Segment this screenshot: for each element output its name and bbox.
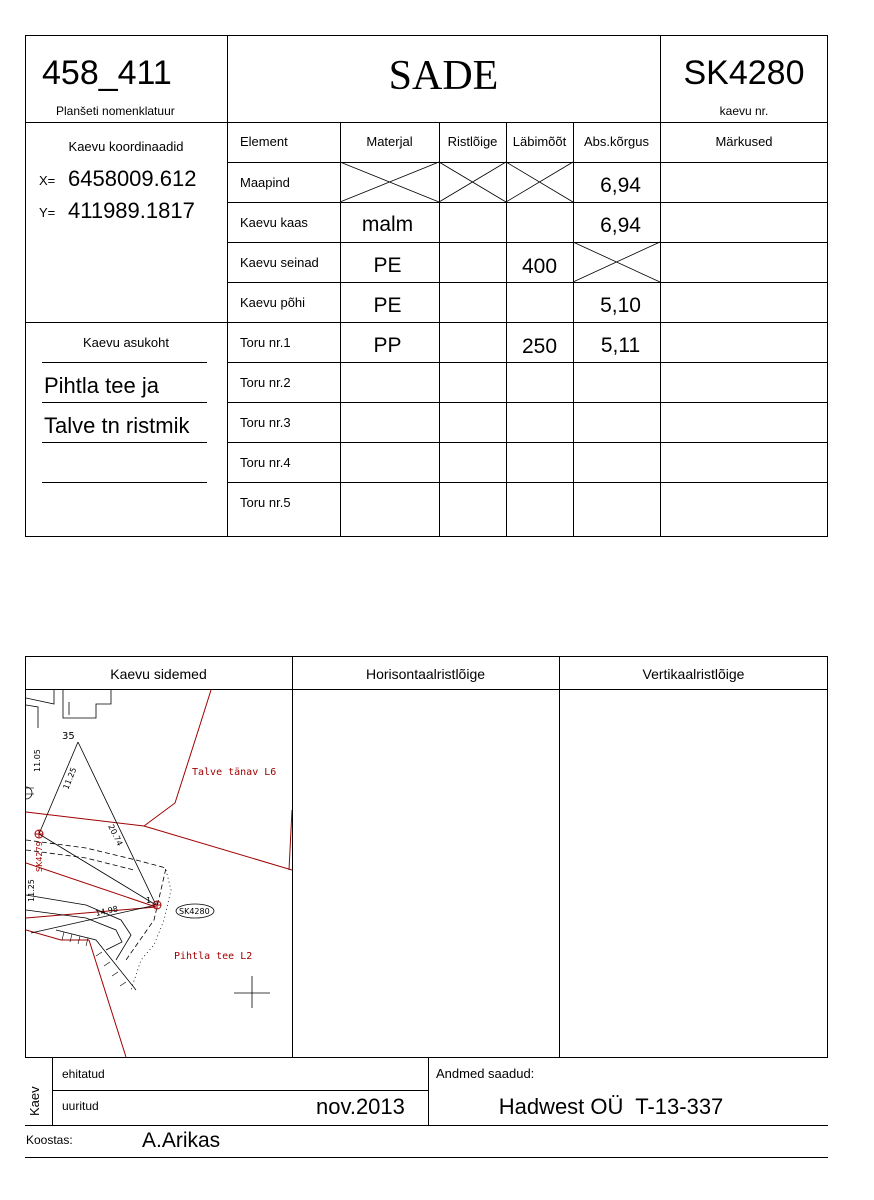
row-diameter: 250 <box>521 335 558 358</box>
header-element: Element <box>240 134 288 149</box>
row-material: PE <box>373 254 402 277</box>
coordinates-label: Kaevu koordinaadid <box>68 139 184 154</box>
side-label: Kaev <box>27 1086 42 1116</box>
x-value: 6458009.612 <box>68 166 197 191</box>
plansheet-label: Planšeti nomenklatuur <box>56 104 175 118</box>
row-element: Toru nr.5 <box>240 495 291 510</box>
row-elevation: 6,94 <box>600 214 641 237</box>
dimension-label: 11.05 <box>33 749 42 772</box>
row-element: Kaevu seinad <box>240 255 319 270</box>
compiled-label: Koostas: <box>26 1133 73 1147</box>
location-line-1: Pihtla tee ja <box>44 373 159 398</box>
row-material: malm <box>361 213 414 236</box>
row-element: Toru nr.1 <box>240 335 291 350</box>
page-title: SADE <box>388 53 499 99</box>
row-element: Kaevu põhi <box>240 295 306 310</box>
surveyed-label: uuritud <box>62 1099 99 1113</box>
row-material: PE <box>373 294 402 317</box>
vertical-section-header: Vertikaalristlõige <box>642 666 745 682</box>
row-element: Toru nr.2 <box>240 375 291 390</box>
point-label: 1 <box>146 896 152 905</box>
header-material: Materjal <box>366 134 413 149</box>
divider <box>292 656 293 1058</box>
dimension-label: 11.25 <box>27 879 36 902</box>
divider <box>25 1157 828 1158</box>
site-sketch-map <box>26 690 292 1057</box>
dimension-label: 14.98 <box>94 904 119 918</box>
dimension-label: 11.25 <box>61 766 79 791</box>
y-value: 411989.1817 <box>68 198 195 223</box>
row-elevation: 5,11 <box>600 334 641 357</box>
y-label: Y= <box>39 205 56 220</box>
plansheet-number: 458_411 <box>42 54 172 92</box>
row-elevation: 6,94 <box>600 174 641 197</box>
row-material: PP <box>373 334 402 357</box>
dimension-label: 20.74 <box>106 822 125 848</box>
street-label: Pihtla tee L2 <box>174 951 253 962</box>
links-header: Kaevu sidemed <box>110 666 207 682</box>
divider <box>25 1125 828 1126</box>
well-number-label: kaevu nr. <box>719 104 769 118</box>
data-source-value: Hadwest OÜ T-13-337 <box>498 1094 724 1119</box>
header-diameter: Läbimõõt <box>512 134 567 149</box>
header-cross-section: Ristlõige <box>447 134 498 149</box>
row-element: Toru nr.4 <box>240 455 291 470</box>
built-label: ehitatud <box>62 1067 105 1081</box>
location-line-2: Talve tn ristmik <box>44 413 190 438</box>
divider <box>52 1090 428 1091</box>
divider <box>559 656 560 1058</box>
data-source-label: Andmed saadud: <box>436 1066 535 1081</box>
horizontal-section-header: Horisontaalristlõige <box>365 666 486 682</box>
dimension-label: 35 <box>62 731 75 742</box>
street-label: Talve tänav L6 <box>192 767 277 778</box>
divider <box>52 1058 53 1125</box>
compiled-by: A.Arikas <box>142 1129 221 1152</box>
x-label: X= <box>39 173 56 188</box>
row-diameter: 400 <box>521 255 558 278</box>
row-element: Maapind <box>240 175 290 190</box>
header-elevation: Abs.kõrgus <box>583 134 650 149</box>
pipe-label: SK4279 <box>35 841 44 872</box>
location-label: Kaevu asukoht <box>82 335 169 350</box>
row-element: Kaevu kaas <box>240 215 308 230</box>
well-number: SK4280 <box>683 54 805 92</box>
row-elevation: 5,10 <box>600 294 641 317</box>
survey-date: nov.2013 <box>316 1094 405 1119</box>
well-tag: SK4280 <box>179 907 210 916</box>
header-notes: Märkused <box>715 134 773 149</box>
row-element: Toru nr.3 <box>240 415 291 430</box>
